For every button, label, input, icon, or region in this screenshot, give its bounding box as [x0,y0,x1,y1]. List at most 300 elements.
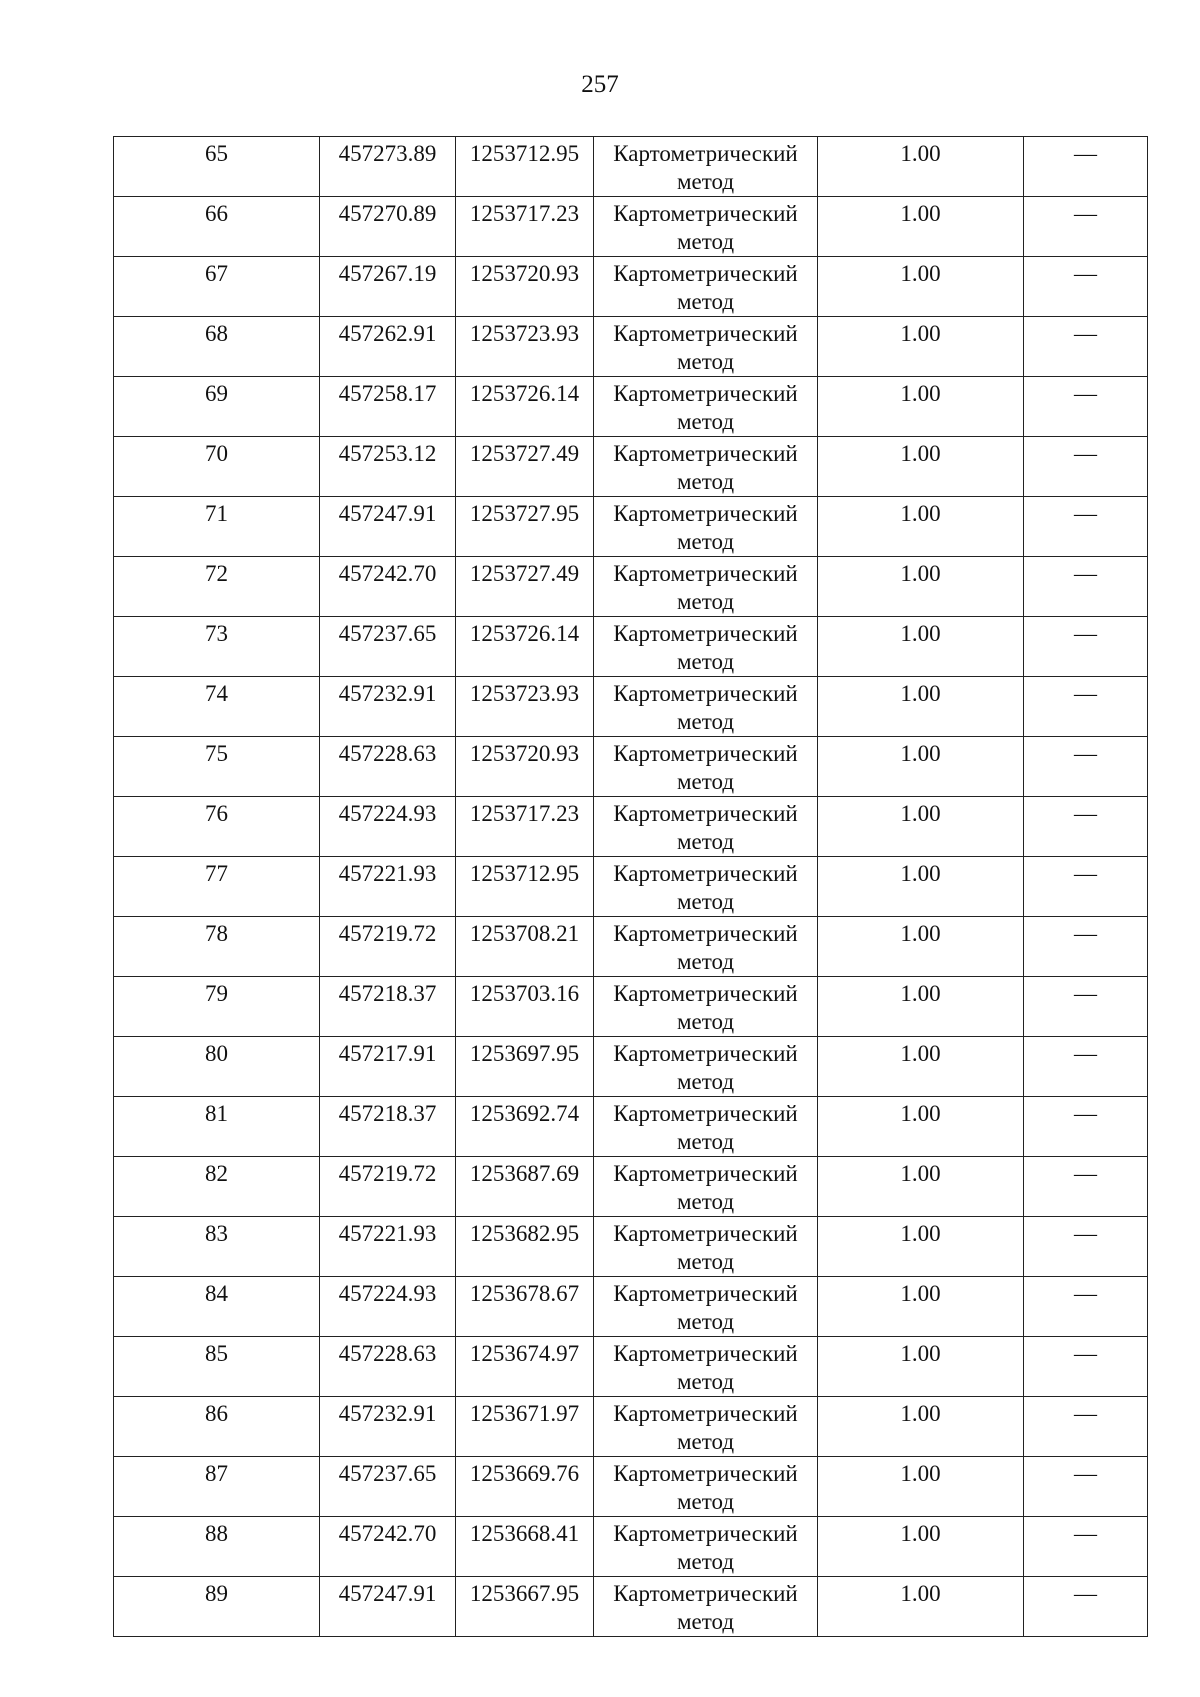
table-row [114,377,1148,437]
method-line-1: Картометрический [613,1401,798,1426]
method-text [594,257,817,316]
method-line-2: метод [676,349,735,374]
description-dash: — [1074,621,1097,646]
coordinate-x-cell [320,1097,456,1157]
method-cell [594,317,818,377]
point-number: 76 [205,801,228,826]
point-number-cell [114,197,320,257]
point-number-cell [114,1217,320,1277]
point-number-cell [114,497,320,557]
method-cell [594,437,818,497]
coordinate-y: 1253720.93 [469,261,580,286]
method-text [594,1397,817,1456]
coordinate-x-cell [320,1037,456,1097]
method-cell [594,497,818,557]
coordinate-x: 457253.12 [338,441,437,466]
method-cell [594,857,818,917]
method-line-1: Картометрический [613,921,798,946]
description-dash-cell [1024,677,1148,737]
coordinate-y-cell [456,1517,594,1577]
method-line-1: Картометрический [613,501,798,526]
method-cell [594,1097,818,1157]
coordinate-y: 1253703.16 [469,981,580,1006]
point-number-cell [114,677,320,737]
description-dash-cell [1024,1037,1148,1097]
method-line-1: Картометрический [613,681,798,706]
coordinate-x: 457270.89 [338,201,437,226]
description-dash: — [1074,801,1097,826]
method-cell [594,797,818,857]
description-dash: — [1074,741,1097,766]
description-dash-cell [1024,917,1148,977]
method-text [594,1517,817,1576]
accuracy-value: 1.00 [900,1281,941,1306]
method-line-1: Картометрический [613,441,798,466]
coordinate-x-cell [320,1397,456,1457]
accuracy-value: 1.00 [900,921,941,946]
coordinate-x-cell [320,977,456,1037]
method-cell [594,257,818,317]
method-line-2: метод [676,469,735,494]
accuracy-value-cell [818,1277,1024,1337]
method-line-2: метод [676,949,735,974]
accuracy-value: 1.00 [900,561,941,586]
table-row [114,1037,1148,1097]
point-number-cell [114,977,320,1037]
coordinate-y: 1253723.93 [469,321,580,346]
method-cell [594,1037,818,1097]
point-number-cell [114,857,320,917]
method-text [594,677,817,736]
accuracy-value-cell [818,497,1024,557]
point-number: 69 [205,381,228,406]
method-text [594,1577,817,1636]
method-text [594,917,817,976]
coordinate-y-cell [456,1217,594,1277]
point-number: 73 [205,621,228,646]
method-line-2: метод [676,1009,735,1034]
accuracy-value: 1.00 [900,861,941,886]
method-line-2: метод [676,769,735,794]
table-row [114,1217,1148,1277]
coordinate-x-cell [320,617,456,677]
description-dash-cell [1024,617,1148,677]
method-text [594,1217,817,1276]
accuracy-value: 1.00 [900,1221,941,1246]
method-line-1: Картометрический [613,621,798,646]
method-line-2: метод [676,1609,735,1634]
method-text [594,797,817,856]
description-dash: — [1074,1521,1097,1546]
table-row [114,557,1148,617]
method-line-2: метод [676,1069,735,1094]
method-cell [594,1277,818,1337]
method-text [594,977,817,1036]
method-cell [594,1337,818,1397]
coordinate-y: 1253712.95 [469,141,580,166]
description-dash: — [1074,1041,1097,1066]
method-text [594,1337,817,1396]
coordinate-y-cell [456,617,594,677]
accuracy-value: 1.00 [900,261,941,286]
method-cell [594,977,818,1037]
coordinate-y: 1253723.93 [469,681,580,706]
description-dash-cell [1024,977,1148,1037]
table-row [114,1277,1148,1337]
point-number: 66 [205,201,228,226]
accuracy-value-cell [818,257,1024,317]
point-number-cell [114,617,320,677]
method-line-1: Картометрический [613,321,798,346]
description-dash: — [1074,501,1097,526]
coordinate-x: 457217.91 [338,1041,437,1066]
point-number-cell [114,1037,320,1097]
coordinate-y: 1253668.41 [469,1521,580,1546]
coordinate-x-cell [320,437,456,497]
coordinate-y: 1253671.97 [469,1401,580,1426]
method-line-1: Картометрический [613,381,798,406]
method-cell [594,377,818,437]
method-line-1: Картометрический [613,861,798,886]
coordinate-y-cell [456,1577,594,1637]
coordinate-y-cell [456,1397,594,1457]
point-number: 85 [205,1341,228,1366]
coordinate-x-cell [320,1337,456,1397]
description-dash-cell [1024,437,1148,497]
method-text [594,437,817,496]
method-line-2: метод [676,709,735,734]
accuracy-value: 1.00 [900,441,941,466]
method-line-1: Картометрический [613,201,798,226]
method-line-1: Картометрический [613,981,798,1006]
coordinate-x-cell [320,797,456,857]
method-cell [594,197,818,257]
coordinate-y: 1253682.95 [469,1221,580,1246]
point-number-cell [114,437,320,497]
method-line-2: метод [676,1369,735,1394]
accuracy-value: 1.00 [900,1341,941,1366]
accuracy-value-cell [818,1157,1024,1217]
method-line-2: метод [676,409,735,434]
method-line-1: Картометрический [613,1461,798,1486]
description-dash: — [1074,1161,1097,1186]
point-number-cell [114,557,320,617]
coordinate-y: 1253678.67 [469,1281,580,1306]
coordinate-y: 1253717.23 [469,801,580,826]
accuracy-value: 1.00 [900,201,941,226]
coordinate-y: 1253687.69 [469,1161,580,1186]
method-line-1: Картометрический [613,561,798,586]
method-text [594,1037,817,1096]
coordinate-y: 1253727.49 [469,441,580,466]
method-line-1: Картометрический [613,1281,798,1306]
coordinate-x-cell [320,257,456,317]
method-line-2: метод [676,1309,735,1334]
table-row [114,977,1148,1037]
coordinate-y-cell [456,737,594,797]
method-line-2: метод [676,649,735,674]
accuracy-value-cell [818,1397,1024,1457]
accuracy-value: 1.00 [900,321,941,346]
description-dash-cell [1024,137,1148,197]
point-number: 80 [205,1041,228,1066]
description-dash: — [1074,1461,1097,1486]
accuracy-value-cell [818,977,1024,1037]
coordinate-y-cell [456,437,594,497]
method-line-1: Картометрический [613,1101,798,1126]
coordinate-x: 457221.93 [338,1221,437,1246]
coordinate-y-cell [456,197,594,257]
accuracy-value: 1.00 [900,1101,941,1126]
coordinate-y-cell [456,1157,594,1217]
coordinate-x-cell [320,497,456,557]
table-row [114,1517,1148,1577]
method-line-1: Картометрический [613,1221,798,1246]
method-line-1: Картометрический [613,1161,798,1186]
description-dash: — [1074,981,1097,1006]
accuracy-value-cell [818,677,1024,737]
method-text [594,1157,817,1216]
coordinate-x: 457242.70 [338,561,437,586]
coordinate-y: 1253720.93 [469,741,580,766]
accuracy-value: 1.00 [900,681,941,706]
coordinate-x: 457242.70 [338,1521,437,1546]
point-number: 74 [205,681,228,706]
table-row [114,1397,1148,1457]
accuracy-value: 1.00 [900,1461,941,1486]
method-text [594,737,817,796]
accuracy-value-cell [818,317,1024,377]
accuracy-value-cell [818,1517,1024,1577]
point-number-cell [114,377,320,437]
method-line-1: Картометрический [613,141,798,166]
coordinate-x-cell [320,1217,456,1277]
table-row [114,797,1148,857]
accuracy-value-cell [818,377,1024,437]
description-dash-cell [1024,257,1148,317]
method-cell [594,137,818,197]
method-line-2: метод [676,1189,735,1214]
accuracy-value: 1.00 [900,1161,941,1186]
table-row [114,677,1148,737]
method-cell [594,1157,818,1217]
table-row [114,1577,1148,1637]
coordinate-x-cell [320,1277,456,1337]
coordinate-y-cell [456,497,594,557]
method-text [594,497,817,556]
coordinate-y: 1253674.97 [469,1341,580,1366]
coordinate-x: 457219.72 [338,1161,437,1186]
method-line-2: метод [676,829,735,854]
point-number: 89 [205,1581,228,1606]
table-row [114,917,1148,977]
method-line-2: метод [676,1489,735,1514]
coordinate-y: 1253667.95 [469,1581,580,1606]
coordinate-x: 457273.89 [338,141,437,166]
table-body [114,137,1148,1637]
table-row [114,1097,1148,1157]
coordinate-x: 457247.91 [338,1581,437,1606]
point-number-cell [114,1397,320,1457]
point-number-cell [114,917,320,977]
table-row [114,437,1148,497]
coordinate-x-cell [320,557,456,617]
accuracy-value-cell [818,1577,1024,1637]
description-dash-cell [1024,557,1148,617]
method-line-1: Картометрический [613,741,798,766]
point-number-cell [114,1097,320,1157]
accuracy-value-cell [818,197,1024,257]
coordinate-y-cell [456,977,594,1037]
method-text [594,1097,817,1156]
method-line-1: Картометрический [613,1521,798,1546]
coordinate-y-cell [456,677,594,737]
coordinate-y: 1253727.95 [469,501,580,526]
method-text [594,317,817,376]
description-dash-cell [1024,1577,1148,1637]
coordinate-y-cell [456,377,594,437]
description-dash-cell [1024,1157,1148,1217]
method-line-1: Картометрический [613,801,798,826]
coordinate-y: 1253669.76 [469,1461,580,1486]
accuracy-value: 1.00 [900,1401,941,1426]
coordinate-x-cell [320,197,456,257]
description-dash: — [1074,1401,1097,1426]
description-dash: — [1074,561,1097,586]
point-number: 79 [205,981,228,1006]
coordinate-x: 457258.17 [338,381,437,406]
point-number-cell [114,1277,320,1337]
accuracy-value: 1.00 [900,1521,941,1546]
point-number: 88 [205,1521,228,1546]
description-dash-cell [1024,497,1148,557]
coordinate-x: 457237.65 [338,1461,437,1486]
method-text [594,1457,817,1516]
table-row [114,257,1148,317]
accuracy-value-cell [818,617,1024,677]
coordinate-x: 457218.37 [338,1101,437,1126]
point-number-cell [114,1157,320,1217]
description-dash-cell [1024,197,1148,257]
point-number-cell [114,1517,320,1577]
description-dash-cell [1024,797,1148,857]
coordinate-x: 457232.91 [338,1401,437,1426]
coordinate-x-cell [320,377,456,437]
accuracy-value-cell [818,1097,1024,1157]
coordinate-y-cell [456,317,594,377]
accuracy-value: 1.00 [900,621,941,646]
point-number: 68 [205,321,228,346]
coordinate-y-cell [456,1037,594,1097]
point-number: 86 [205,1401,228,1426]
method-cell [594,1397,818,1457]
coordinate-y: 1253708.21 [469,921,580,946]
method-text [594,617,817,676]
accuracy-value: 1.00 [900,1041,941,1066]
coordinate-x: 457221.93 [338,861,437,886]
description-dash: — [1074,441,1097,466]
coordinate-y-cell [456,557,594,617]
page-number: 257 [581,71,619,98]
coordinate-y-cell [456,917,594,977]
method-cell [594,1517,818,1577]
table-row [114,1157,1148,1217]
description-dash: — [1074,1281,1097,1306]
method-cell [594,557,818,617]
method-text [594,557,817,616]
coordinate-x: 457237.65 [338,621,437,646]
method-text [594,197,817,256]
method-line-2: метод [676,589,735,614]
description-dash-cell [1024,1397,1148,1457]
point-number: 82 [205,1161,228,1186]
accuracy-value: 1.00 [900,981,941,1006]
table-row [114,197,1148,257]
method-cell [594,1457,818,1517]
description-dash-cell [1024,857,1148,917]
coordinate-x-cell [320,1457,456,1517]
coordinate-x-cell [320,1577,456,1637]
accuracy-value-cell [818,137,1024,197]
description-dash-cell [1024,317,1148,377]
point-number-cell [114,317,320,377]
coordinate-x-cell [320,737,456,797]
description-dash: — [1074,261,1097,286]
method-line-2: метод [676,1549,735,1574]
description-dash-cell [1024,1277,1148,1337]
accuracy-value: 1.00 [900,381,941,406]
point-number-cell [114,257,320,317]
coordinate-x-cell [320,137,456,197]
method-cell [594,1577,818,1637]
method-text [594,857,817,916]
point-number: 81 [205,1101,228,1126]
description-dash: — [1074,141,1097,166]
description-dash: — [1074,381,1097,406]
method-text [594,377,817,436]
coordinate-x: 457228.63 [338,741,437,766]
method-line-2: метод [676,229,735,254]
description-dash-cell [1024,737,1148,797]
coordinate-x: 457219.72 [338,921,437,946]
coordinate-x-cell [320,1157,456,1217]
description-dash-cell [1024,1457,1148,1517]
coordinate-y-cell [456,857,594,917]
point-number: 87 [205,1461,228,1486]
table-row [114,617,1148,677]
description-dash: — [1074,1101,1097,1126]
accuracy-value-cell [818,1037,1024,1097]
table-row [114,137,1148,197]
table-row [114,1337,1148,1397]
point-number: 77 [205,861,228,886]
coordinate-y: 1253727.49 [469,561,580,586]
coordinate-y-cell [456,1097,594,1157]
point-number-cell [114,1577,320,1637]
accuracy-value: 1.00 [900,1581,941,1606]
table-row [114,317,1148,377]
point-number: 70 [205,441,228,466]
description-dash: — [1074,321,1097,346]
method-line-2: метод [676,169,735,194]
accuracy-value-cell [818,557,1024,617]
table-row [114,497,1148,557]
accuracy-value: 1.00 [900,801,941,826]
description-dash: — [1074,1221,1097,1246]
description-dash-cell [1024,377,1148,437]
table-row [114,737,1148,797]
coordinate-y: 1253726.14 [469,381,580,406]
